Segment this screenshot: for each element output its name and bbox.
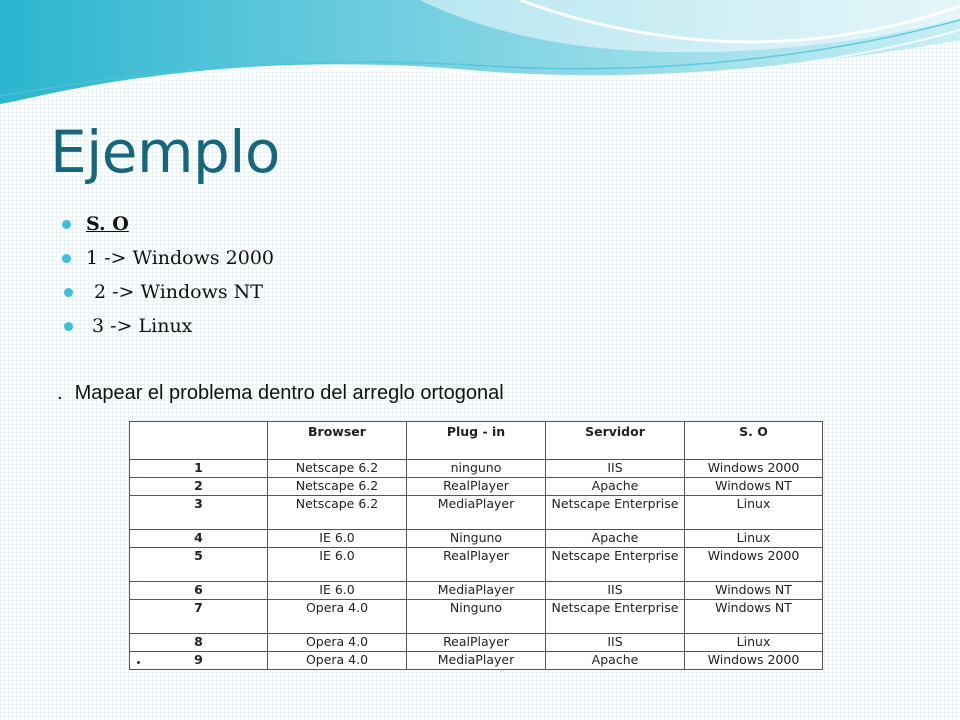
subtitle-prefix: . xyxy=(57,382,63,404)
table-row xyxy=(130,634,823,652)
table-row xyxy=(130,478,823,496)
table-cell: Ninguno xyxy=(407,600,546,634)
table-cell: Netscape Enterprise xyxy=(546,496,685,530)
table-row xyxy=(130,548,823,582)
slide-title: Ejemplo xyxy=(50,118,280,186)
table-cell: 6 xyxy=(130,582,268,600)
table-row xyxy=(130,460,823,478)
table-cell: Apache xyxy=(546,478,685,496)
stray-dot-mark xyxy=(137,661,140,664)
table-cell: Netscape Enterprise xyxy=(546,600,685,634)
header-cell-servidor: Servidor xyxy=(546,422,685,460)
bullet-text: S. O xyxy=(86,213,129,235)
table-cell: 1 xyxy=(130,460,268,478)
table-cell: Windows NT xyxy=(685,582,823,600)
table-cell: Linux xyxy=(685,530,823,548)
table-cell: Netscape Enterprise xyxy=(546,548,685,582)
table-cell: Netscape 6.2 xyxy=(268,496,407,530)
slide-subtitle xyxy=(57,382,504,405)
table-cell: RealPlayer xyxy=(407,478,546,496)
table-cell: ninguno xyxy=(407,460,546,478)
table-cell: Apache xyxy=(546,530,685,548)
header-cell-plugin: Plug - in xyxy=(407,422,546,460)
table-cell: Opera 4.0 xyxy=(268,652,407,670)
table-row xyxy=(130,652,823,670)
table-cell: Linux xyxy=(685,634,823,652)
subtitle-text: Mapear el problema dentro del arreglo ortogonal xyxy=(74,382,504,404)
table-cell: IE 6.0 xyxy=(268,582,407,600)
table-cell: IE 6.0 xyxy=(268,548,407,582)
table-row xyxy=(130,530,823,548)
header-cell-browser: Browser xyxy=(268,422,407,460)
table-cell: 7 xyxy=(130,600,268,634)
table-cell: IE 6.0 xyxy=(268,530,407,548)
table-cell: MediaPlayer xyxy=(407,496,546,530)
table-cell: Windows 2000 xyxy=(685,652,823,670)
table-cell: Windows 2000 xyxy=(685,460,823,478)
header-cell-index xyxy=(130,422,268,460)
header-wave-decoration xyxy=(0,0,960,115)
table-cell: Opera 4.0 xyxy=(268,600,407,634)
table-cell: Netscape 6.2 xyxy=(268,478,407,496)
table-cell: IIS xyxy=(546,460,685,478)
bullet-dot-icon xyxy=(62,220,71,229)
bullet-text: 3 -> Linux xyxy=(92,315,193,337)
table-cell: IIS xyxy=(546,582,685,600)
bullet-text: 1 -> Windows 2000 xyxy=(86,247,275,269)
table-cell: Linux xyxy=(685,496,823,530)
bullet-text: 2 -> Windows NT xyxy=(94,281,263,303)
table-cell: MediaPlayer xyxy=(407,652,546,670)
table-row xyxy=(130,496,823,530)
table-cell: 2 xyxy=(130,478,268,496)
bullet-dot-icon xyxy=(64,322,73,331)
table-cell: RealPlayer xyxy=(407,548,546,582)
table-cell: 9 xyxy=(130,652,268,670)
bullet-dot-icon xyxy=(62,254,71,263)
bullet-dot-icon xyxy=(64,288,73,297)
table-cell: MediaPlayer xyxy=(407,582,546,600)
table-cell: RealPlayer xyxy=(407,634,546,652)
table-row xyxy=(130,600,823,634)
table-cell: Windows NT xyxy=(685,600,823,634)
orthogonal-array-table xyxy=(129,421,823,670)
table-cell: IIS xyxy=(546,634,685,652)
table-row xyxy=(130,582,823,600)
table-cell: 4 xyxy=(130,530,268,548)
table-cell: Apache xyxy=(546,652,685,670)
table-header-row xyxy=(130,422,823,460)
table-cell: 3 xyxy=(130,496,268,530)
table-cell: Windows NT xyxy=(685,478,823,496)
table-cell: 5 xyxy=(130,548,268,582)
table-cell: Ninguno xyxy=(407,530,546,548)
table-cell: Opera 4.0 xyxy=(268,634,407,652)
header-cell-so: S. O xyxy=(685,422,823,460)
table-cell: Windows 2000 xyxy=(685,548,823,582)
table-cell: Netscape 6.2 xyxy=(268,460,407,478)
table-cell: 8 xyxy=(130,634,268,652)
